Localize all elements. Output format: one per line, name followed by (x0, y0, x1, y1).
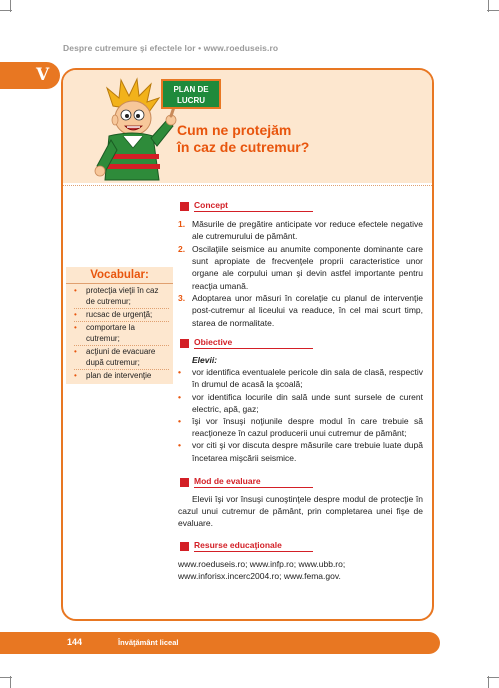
lesson-header (63, 70, 432, 183)
crop-mark (10, 676, 11, 688)
resources-heading (180, 540, 313, 552)
vocabulary-item: • rucsac de urgenţă; (74, 309, 169, 322)
plan-badge-line1: PLAN DE (173, 85, 209, 94)
item-number: 3. (178, 293, 186, 304)
vocabulary-box (66, 267, 173, 384)
objectives-heading (180, 337, 313, 349)
page-title-line2: în caz de cutremur? (177, 139, 310, 155)
evaluation-heading (180, 476, 313, 488)
objective-item: • îşi vor însuşi noţiunile despre modul în care trebuie să reacţioneze în cazul producerii unui cutremur de pământ; (178, 415, 423, 439)
page-number: 144 (67, 637, 83, 647)
plan-badge-line2: LUCRU (177, 96, 205, 105)
resources-heading-label: Resurse educaţionale (194, 540, 313, 552)
vocabulary-list (66, 284, 173, 384)
resources-line: www.roeduseis.ro; www.infp.ro; www.ubb.ro; (178, 559, 346, 569)
vocabulary-title: Vocabular: (66, 267, 173, 284)
vocabulary-item: • acţiuni de evacuare după cutremur; (74, 346, 169, 370)
footer-label: Învăţământ liceal (118, 638, 179, 647)
lesson-frame (61, 68, 434, 621)
concept-heading-label: Concept (194, 200, 313, 212)
concept-item (178, 218, 423, 242)
crop-mark (488, 0, 489, 12)
crop-mark (10, 0, 11, 12)
resources-links (178, 558, 423, 582)
objective-item: • vor identifica eventualele pericole din sala de clasă, respectiv în drumul de acasă la şcoală; (178, 366, 423, 390)
concept-item-text: Oscilaţiile seismice au anumite componente dominante care sunt apropiate de frecvenţele proprii caracteristice unor organe ale corpului uman şi devin astfel importante pentru reacţia umană. (192, 243, 423, 291)
heading-marker (180, 339, 189, 348)
footer-bar (0, 632, 440, 654)
chapter-tab (0, 62, 60, 89)
evaluation-text: Elevii îşi vor însuşi cunoştinţele despre modul de protecţie în cazul unui cutremur de pământ, prin completarea unei fişe de evaluare. (178, 494, 423, 529)
concept-list (178, 218, 423, 329)
objectives-body (178, 354, 423, 464)
objective-item: • vor identifica locurile din sală unde sunt sursele de curent electric, apă, gaz; (178, 391, 423, 415)
page-title-line1: Cum ne protejăm (177, 122, 292, 138)
resources-line: www.inforisx.incerc2004.ro; www.fema.gov. (178, 571, 341, 582)
vocabulary-item: • comportare la cutremur; (74, 322, 169, 346)
objective-item: • vor citi şi vor discuta despre măsurile care trebuie luate după încetarea mişcării seismice. (178, 439, 423, 463)
page-title (177, 122, 377, 156)
concept-item (178, 292, 423, 329)
concept-item-text: Adoptarea unor măsuri în corelaţie cu planul de intervenţie post-cutremur al liceului va readuce, în cel mai scurt timp, starea de normalitate. (192, 293, 423, 328)
concept-body (178, 218, 423, 329)
objectives-subject: Elevii: (192, 355, 218, 365)
heading-marker (180, 478, 189, 487)
item-number: 1. (178, 219, 186, 229)
vocabulary-item: • plan de intervenţie (74, 370, 169, 382)
item-number: 2. (178, 243, 186, 254)
plan-de-lucru-badge (161, 79, 221, 109)
concept-item (178, 243, 423, 292)
concept-item-text: Măsurile de pregătire anticipate vor reduce efectele negative ale cutremurului de pământ. (192, 219, 423, 242)
header-divider (63, 185, 432, 186)
heading-marker (180, 202, 189, 211)
evaluation-heading-label: Mod de evaluare (194, 476, 313, 488)
objectives-heading-label: Obiective (194, 337, 313, 349)
chapter-tab-label: V (36, 65, 50, 85)
heading-marker (180, 542, 189, 551)
running-head: Despre cutremure şi efectele lor • www.roeduseis.ro (63, 43, 279, 53)
concept-heading (180, 200, 313, 212)
objectives-list (178, 366, 423, 464)
vocabulary-item: • protecţia vieţii în caz de cutremur; (74, 285, 169, 309)
crop-mark (488, 676, 489, 688)
